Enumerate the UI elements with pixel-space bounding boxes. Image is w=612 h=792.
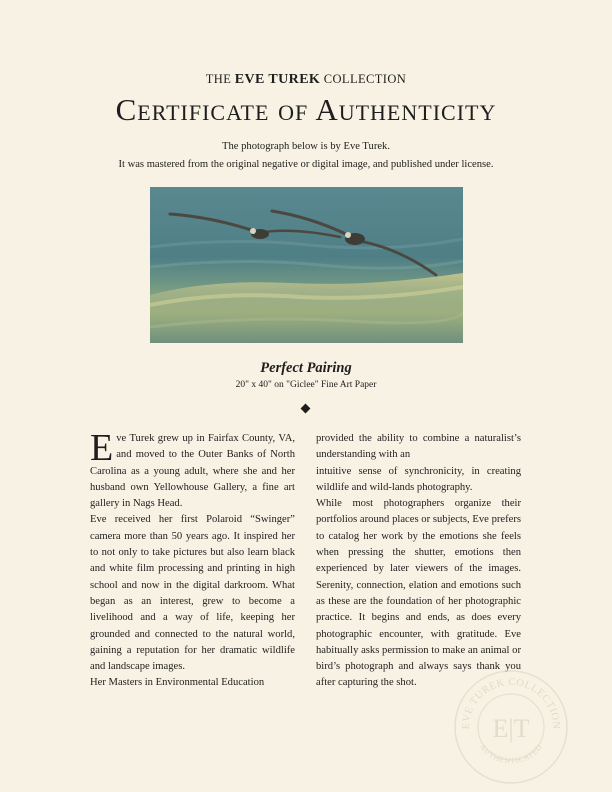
intro-text bbox=[0, 138, 612, 174]
collection-suffix: COLLECTION bbox=[323, 72, 407, 86]
bio-paragraph-1-text: ve Turek grew up in Fairfax County, VA, and moved to the Outer Banks of North Carolina as a young adult, where she and her husband own Yellowhouse Gallery, a fine art gallery in Nags Head. bbox=[90, 433, 295, 510]
diamond-divider-icon bbox=[301, 404, 311, 414]
photograph-title: Perfect Pairing bbox=[260, 360, 352, 376]
bio-paragraph-5: intuitive sense of synchronicity, in creating wildlife and wild-lands photography. bbox=[316, 465, 521, 493]
bio-paragraph-2: Eve received her first Polaroid “Swinger” camera more than 50 years ago. It inspired her to not only to take pictures but also learn black and white film processing and printing in high school and now in the digital darkroom. What began as an interest, grew to become a livelihood and a way of life, keeping her grounded and connected to the natural world, gaining a reputation for her dramatic wildlife and landscape images. bbox=[90, 514, 295, 673]
bio-paragraph-6: While most photographers organize their portfolios around places or subjects, Eve prefers to catalog her work by the emotions she feels when pressing the shutter, emotions then experienced by later viewers of the images. Serenity, connection, elation and emotions such as these are the foundation of her photographic practice. It begins and ends, as does every photographic encounter, with gratitude. Eve habitually asks permission to make an animal or bird’s photograph and always says thank you after capturing the shot. bbox=[316, 498, 521, 689]
authentication-seal bbox=[452, 668, 570, 786]
seal-top-text: EVE TUREK COLLECTION bbox=[460, 676, 562, 730]
photograph-spec: 20" x 40" on "Giclee" Fine Art Paper bbox=[235, 380, 377, 390]
biography-column-right bbox=[316, 431, 521, 692]
bio-paragraph-4: provided the ability to combine a naturalist’s understanding with an bbox=[316, 433, 521, 461]
svg-text:AUTHENTICATED bbox=[478, 742, 544, 765]
intro-line-1: The photograph below is by Eve Turek. bbox=[221, 141, 390, 152]
bio-paragraph-3: Her Masters in Environmental Education bbox=[90, 677, 265, 689]
seal-monogram: E|T bbox=[492, 714, 530, 743]
collection-name: EVE TUREK bbox=[234, 72, 321, 87]
drop-cap: E bbox=[90, 427, 114, 469]
intro-line-2: It was mastered from the original negative or digital image, and published under license. bbox=[118, 159, 494, 170]
collection-prefix: THE bbox=[205, 72, 232, 86]
biography-column-left bbox=[90, 427, 295, 692]
certificate-title: Certificate of Authenticity bbox=[115, 92, 497, 127]
photograph-pelicans bbox=[150, 187, 463, 343]
seal-bottom-text: AUTHENTICATED bbox=[477, 742, 545, 766]
bio-paragraph-1 bbox=[90, 427, 295, 512]
collection-heading bbox=[0, 72, 612, 88]
